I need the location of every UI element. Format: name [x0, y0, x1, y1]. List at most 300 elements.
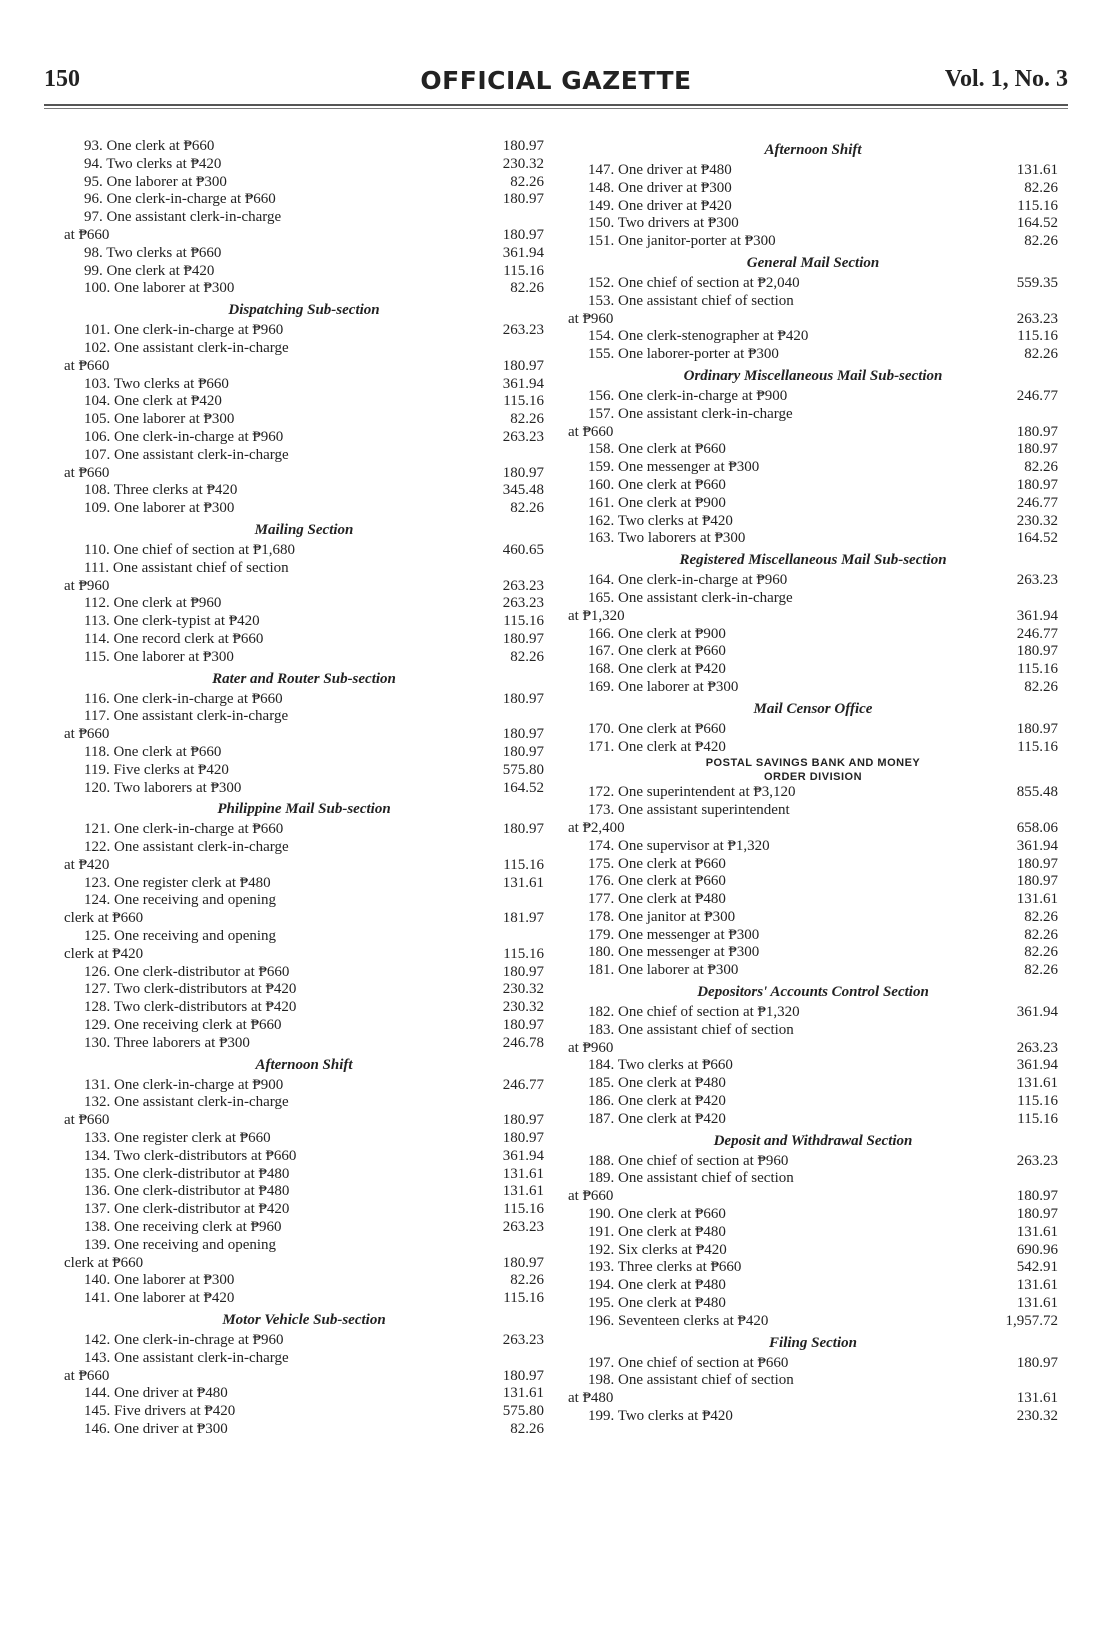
item-description: 107. One assistant clerk-in-charge [84, 446, 289, 463]
appropriation-item [64, 280, 544, 298]
item-description: 186. One clerk at ₱420 [588, 1093, 726, 1110]
item-amount: 263.23 [502, 322, 544, 339]
item-description: 194. One clerk at ₱480 [588, 1277, 726, 1294]
item-amount: 855.48 [1016, 784, 1058, 801]
item-description: 149. One driver at ₱420 [588, 197, 732, 214]
item-amount: 263.23 [1016, 1039, 1058, 1056]
item-description: 152. One chief of section at ₱2,040 [588, 274, 800, 291]
appropriation-item [568, 388, 1058, 406]
appropriation-item [568, 162, 1058, 180]
item-amount: 180.97 [1016, 441, 1058, 458]
item-description: at ₱660 [64, 464, 110, 481]
item-description: 94. Two clerks at ₱420 [84, 155, 222, 172]
item-amount: 246.78 [502, 1034, 544, 1051]
item-amount: 115.16 [1017, 661, 1058, 678]
appropriation-item-continuation [64, 1112, 544, 1130]
item-description: 195. One clerk at ₱480 [588, 1295, 726, 1312]
item-amount: 82.26 [1024, 459, 1058, 476]
item-amount: 131.61 [1016, 1295, 1058, 1312]
item-description: 120. Two laborers at ₱300 [84, 779, 242, 796]
appropriation-item [568, 459, 1058, 477]
item-amount: 575.80 [502, 1403, 544, 1420]
item-amount: 361.94 [1016, 1004, 1058, 1021]
item-amount: 361.94 [502, 375, 544, 392]
item-description: 127. Two clerk-distributors at ₱420 [84, 981, 297, 998]
item-amount: 180.97 [1016, 720, 1058, 737]
item-description: 151. One janitor-porter at ₱300 [588, 233, 776, 250]
item-amount: 230.32 [502, 981, 544, 998]
item-description: 175. One clerk at ₱660 [588, 855, 726, 872]
item-amount: 575.80 [502, 761, 544, 778]
appropriation-item [568, 909, 1058, 927]
appropriation-item [64, 999, 544, 1017]
item-description: 141. One laborer at ₱420 [84, 1290, 235, 1307]
appropriation-item [64, 411, 544, 429]
appropriation-item [568, 1372, 1058, 1390]
item-amount: 115.16 [503, 1201, 544, 1218]
appropriation-item [64, 1183, 544, 1201]
item-amount: 263.23 [502, 1219, 544, 1236]
appropriation-item-continuation [64, 946, 544, 964]
item-description: 115. One laborer at ₱300 [84, 648, 234, 665]
appropriation-item [568, 784, 1058, 802]
item-amount: 180.97 [502, 743, 544, 760]
item-amount: 82.26 [1024, 346, 1058, 363]
item-amount: 263.23 [502, 428, 544, 445]
item-description: 173. One assistant superintendent [588, 802, 790, 819]
item-description: 135. One clerk-distributor at ₱480 [84, 1165, 290, 1182]
item-description: at ₱660 [64, 726, 110, 743]
appropriation-item-continuation [64, 1368, 544, 1386]
item-amount: 180.97 [1016, 873, 1058, 890]
appropriation-item [64, 744, 544, 762]
appropriation-item-continuation [568, 424, 1058, 442]
item-description: 162. Two clerks at ₱420 [588, 512, 733, 529]
appropriation-item-continuation [64, 910, 544, 928]
item-description: 96. One clerk-in-charge at ₱660 [84, 191, 276, 208]
item-amount: 180.97 [502, 630, 544, 647]
appropriation-item [568, 1206, 1058, 1224]
appropriation-item [64, 1272, 544, 1290]
item-description: 184. Two clerks at ₱660 [588, 1057, 733, 1074]
item-description: 114. One record clerk at ₱660 [84, 630, 264, 647]
item-description: at ₱420 [64, 856, 110, 873]
item-description: 104. One clerk at ₱420 [84, 393, 222, 410]
item-description: 159. One messenger at ₱300 [588, 459, 760, 476]
section-heading: Ordinary Miscellaneous Mail Sub-section [683, 367, 943, 384]
appropriation-item [64, 376, 544, 394]
appropriation-item [64, 780, 544, 798]
appropriation-item [64, 1332, 544, 1350]
appropriation-item [64, 1130, 544, 1148]
appropriation-item [568, 590, 1058, 608]
appropriation-item [64, 1017, 544, 1035]
item-description: 122. One assistant clerk-in-charge [84, 839, 289, 856]
item-description: at ₱480 [568, 1390, 614, 1407]
item-description: 148. One driver at ₱300 [588, 179, 732, 196]
item-amount: 115.16 [1017, 197, 1058, 214]
item-amount: 164.52 [1016, 215, 1058, 232]
item-description: at ₱660 [568, 423, 614, 440]
appropriation-item [568, 643, 1058, 661]
item-description: 199. Two clerks at ₱420 [588, 1408, 733, 1425]
appropriation-item-continuation [64, 578, 544, 596]
item-amount: 1,957.72 [1005, 1312, 1058, 1329]
item-description: 181. One laborer at ₱300 [588, 962, 739, 979]
appropriation-item [64, 708, 544, 726]
item-description: at ₱960 [568, 310, 614, 327]
item-description: 156. One clerk-in-charge at ₱900 [588, 387, 788, 404]
appropriation-item-continuation [64, 726, 544, 744]
item-description: at ₱2,400 [568, 819, 625, 836]
item-amount: 115.16 [503, 1290, 544, 1307]
appropriation-item [64, 138, 544, 156]
item-amount: 180.97 [502, 726, 544, 743]
item-description: 163. Two laborers at ₱300 [588, 530, 746, 547]
item-amount: 131.61 [502, 1165, 544, 1182]
item-description: 137. One clerk-distributor at ₱420 [84, 1201, 290, 1218]
item-amount: 180.97 [1016, 643, 1058, 660]
item-description: 106. One clerk-in-charge at ₱960 [84, 428, 284, 445]
appropriation-item [64, 839, 544, 857]
item-description: 108. Three clerks at ₱420 [84, 482, 238, 499]
appropriation-item-continuation [568, 1040, 1058, 1058]
item-amount: 542.91 [1016, 1259, 1058, 1276]
item-amount: 361.94 [1016, 607, 1058, 624]
item-description: 196. Seventeen clerks at ₱420 [588, 1312, 769, 1329]
appropriation-item [64, 393, 544, 411]
item-description: 133. One register clerk at ₱660 [84, 1130, 271, 1147]
item-description: 118. One clerk at ₱660 [84, 743, 222, 760]
item-amount: 345.48 [502, 482, 544, 499]
appropriation-item-continuation [64, 227, 544, 245]
item-description: 171. One clerk at ₱420 [588, 738, 726, 755]
section-heading: Filing Section [769, 1334, 857, 1351]
appropriation-item [568, 1057, 1058, 1075]
item-description: 134. Two clerk-distributors at ₱660 [84, 1147, 297, 1164]
item-amount: 131.61 [502, 1385, 544, 1402]
appropriation-item [64, 762, 544, 780]
appropriation-item [568, 198, 1058, 216]
item-description: 161. One clerk at ₱900 [588, 494, 726, 511]
appropriation-item [64, 560, 544, 578]
appropriation-item [568, 873, 1058, 891]
section-heading: Mailing Section [254, 521, 354, 538]
appropriation-item [568, 513, 1058, 531]
section-heading: Afternoon Shift [255, 1056, 353, 1073]
item-description: 168. One clerk at ₱420 [588, 661, 726, 678]
item-amount: 82.26 [510, 173, 544, 190]
item-description: 101. One clerk-in-charge at ₱960 [84, 322, 284, 339]
item-description: 129. One receiving clerk at ₱660 [84, 1017, 282, 1034]
appropriation-item [64, 340, 544, 358]
appropriation-item [64, 821, 544, 839]
item-description: 142. One clerk-in-chrage at ₱960 [84, 1332, 284, 1349]
item-amount: 690.96 [1016, 1241, 1058, 1258]
appropriation-item [568, 802, 1058, 820]
appropriation-item [568, 1242, 1058, 1260]
item-description: 144. One driver at ₱480 [84, 1385, 228, 1402]
item-amount: 180.97 [502, 357, 544, 374]
item-description: 178. One janitor at ₱300 [588, 908, 736, 925]
item-description: 119. Five clerks at ₱420 [84, 761, 229, 778]
appropriation-item [568, 661, 1058, 679]
appropriation-item [64, 981, 544, 999]
appropriation-item [568, 477, 1058, 495]
section-heading: Depositors' Accounts Control Section [697, 984, 929, 1001]
item-description: 140. One laborer at ₱300 [84, 1272, 235, 1289]
item-amount: 82.26 [1024, 233, 1058, 250]
item-amount: 180.97 [502, 226, 544, 243]
item-amount: 82.26 [510, 648, 544, 665]
item-description: 177. One clerk at ₱480 [588, 891, 726, 908]
item-description: 155. One laborer-porter at ₱300 [588, 346, 779, 363]
appropriation-item [64, 613, 544, 631]
appropriation-item-continuation [64, 857, 544, 875]
appropriation-item [568, 275, 1058, 293]
section-heading: Philippine Mail Sub-section [217, 801, 391, 818]
item-amount: 131.61 [1016, 1075, 1058, 1092]
appropriation-item [568, 180, 1058, 198]
appropriation-item [64, 500, 544, 518]
item-description: 166. One clerk at ₱900 [588, 625, 726, 642]
appropriation-item [64, 1350, 544, 1368]
item-description: 98. Two clerks at ₱660 [84, 244, 222, 261]
appropriation-item [64, 964, 544, 982]
item-description: 145. Five drivers at ₱420 [84, 1403, 236, 1420]
item-amount: 82.26 [1024, 908, 1058, 925]
item-description: 125. One receiving and opening [84, 928, 277, 945]
item-description: 170. One clerk at ₱660 [588, 720, 726, 737]
item-amount: 361.94 [1016, 1057, 1058, 1074]
appropriation-item [64, 595, 544, 613]
item-amount: 246.77 [1016, 387, 1058, 404]
appropriation-item [568, 1313, 1058, 1331]
item-amount: 131.61 [1016, 891, 1058, 908]
header-rule [44, 104, 1068, 106]
item-amount: 180.97 [502, 464, 544, 481]
section-heading: General Mail Section [746, 254, 880, 271]
item-description: 187. One clerk at ₱420 [588, 1110, 726, 1127]
appropriation-item [64, 174, 544, 192]
item-amount: 115.16 [1017, 328, 1058, 345]
appropriation-item [64, 1166, 544, 1184]
item-amount: 164.52 [1016, 530, 1058, 547]
section-heading: Mail Censor Office [753, 700, 873, 717]
item-description: 167. One clerk at ₱660 [588, 643, 726, 660]
item-description: 128. Two clerk-distributors at ₱420 [84, 999, 297, 1016]
item-amount: 180.97 [502, 191, 544, 208]
appropriation-item-continuation [568, 311, 1058, 329]
item-amount: 263.23 [1016, 310, 1058, 327]
item-amount: 180.97 [502, 1017, 544, 1034]
page-number: 150 [44, 66, 80, 92]
item-description: 191. One clerk at ₱480 [588, 1223, 726, 1240]
appropriation-item [568, 891, 1058, 909]
appropriation-item-continuation [64, 358, 544, 376]
appropriation-item [568, 721, 1058, 739]
appropriation-item [568, 495, 1058, 513]
item-description: clerk at ₱660 [64, 910, 144, 927]
item-amount: 263.23 [1016, 1152, 1058, 1169]
item-amount: 131.61 [502, 874, 544, 891]
appropriation-item [64, 245, 544, 263]
appropriation-item [568, 346, 1058, 364]
appropriation-item-continuation [568, 1390, 1058, 1408]
item-amount: 230.32 [1016, 512, 1058, 529]
item-description: 123. One register clerk at ₱480 [84, 874, 271, 891]
appropriation-item [568, 215, 1058, 233]
appropriation-item [568, 927, 1058, 945]
item-description: 176. One clerk at ₱660 [588, 873, 726, 890]
item-amount: 131.61 [1016, 1223, 1058, 1240]
appropriation-item [64, 649, 544, 667]
item-description: 111. One assistant chief of section [84, 559, 289, 576]
item-description: 143. One assistant clerk-in-charge [84, 1349, 289, 1366]
appropriation-item [64, 209, 544, 227]
item-description: 146. One driver at ₱300 [84, 1421, 228, 1437]
item-description: 174. One supervisor at ₱1,320 [588, 837, 770, 854]
appropriation-item [568, 739, 1058, 757]
item-amount: 246.77 [502, 1076, 544, 1093]
item-description: 116. One clerk-in-charge at ₱660 [84, 690, 283, 707]
item-description: 124. One receiving and opening [84, 892, 277, 909]
item-description: 157. One assistant clerk-in-charge [588, 405, 793, 422]
appropriation-item [568, 293, 1058, 311]
item-amount: 361.94 [502, 244, 544, 261]
appropriation-item [64, 542, 544, 560]
item-amount: 115.16 [503, 262, 544, 279]
item-amount: 180.97 [1016, 855, 1058, 872]
item-amount: 180.97 [502, 1254, 544, 1271]
item-amount: 263.23 [1016, 572, 1058, 589]
item-description: at ₱660 [64, 226, 110, 243]
appropriation-item [568, 441, 1058, 459]
appropriation-item [64, 1219, 544, 1237]
appropriation-item [568, 1075, 1058, 1093]
item-amount: 82.26 [1024, 179, 1058, 196]
appropriation-item [64, 1077, 544, 1095]
item-amount: 230.32 [1016, 1408, 1058, 1425]
item-description: 113. One clerk-typist at ₱420 [84, 613, 260, 630]
item-description: 198. One assistant chief of section [588, 1372, 794, 1389]
item-description: 189. One assistant chief of section [588, 1170, 794, 1187]
header-rule-thin [44, 108, 1068, 109]
item-description: 121. One clerk-in-charge at ₱660 [84, 821, 284, 838]
item-description: 117. One assistant clerk-in-charge [84, 708, 289, 725]
item-amount: 131.61 [1016, 1277, 1058, 1294]
appropriation-item [64, 875, 544, 893]
appropriation-item [568, 1277, 1058, 1295]
item-amount: 115.16 [503, 393, 544, 410]
appropriation-item [64, 1094, 544, 1112]
item-description: 95. One laborer at ₱300 [84, 173, 227, 190]
appropriation-item [568, 1004, 1058, 1022]
item-description: 179. One messenger at ₱300 [588, 926, 760, 943]
item-amount: 82.26 [510, 500, 544, 517]
item-description: at ₱660 [64, 1112, 110, 1129]
item-amount: 180.97 [1016, 1354, 1058, 1371]
section-heading: Afternoon Shift [764, 142, 862, 158]
item-amount: 230.32 [502, 155, 544, 172]
appropriation-item [568, 1022, 1058, 1040]
appropriation-item [568, 406, 1058, 424]
item-description: 93. One clerk at ₱660 [84, 138, 215, 154]
item-description: 130. Three laborers at ₱300 [84, 1034, 250, 1051]
item-amount: 263.23 [502, 595, 544, 612]
appropriation-item [568, 1295, 1058, 1313]
item-amount: 180.97 [502, 821, 544, 838]
item-description: 110. One chief of section at ₱1,680 [84, 541, 296, 558]
section-heading: Motor Vehicle Sub-section [222, 1312, 386, 1329]
appropriation-item [568, 679, 1058, 697]
item-description: 139. One receiving and opening [84, 1236, 277, 1253]
item-description: 183. One assistant chief of section [588, 1021, 794, 1038]
item-description: 169. One laborer at ₱300 [588, 678, 739, 695]
page-header [44, 66, 1068, 102]
item-description: 165. One assistant clerk-in-charge [588, 589, 793, 606]
item-amount: 180.97 [502, 1367, 544, 1384]
item-description: 132. One assistant clerk-in-charge [84, 1094, 289, 1111]
appropriation-item [64, 447, 544, 465]
item-description: at ₱660 [568, 1188, 614, 1205]
appropriation-item [568, 838, 1058, 856]
section-heading: Deposit and Withdrawal Section [713, 1132, 913, 1149]
item-amount: 180.97 [1016, 476, 1058, 493]
item-amount: 263.23 [502, 577, 544, 594]
appropriation-item [568, 856, 1058, 874]
item-description: 109. One laborer at ₱300 [84, 500, 235, 517]
item-description: 190. One clerk at ₱660 [588, 1206, 726, 1223]
item-description: 192. Six clerks at ₱420 [588, 1241, 727, 1258]
item-description: 100. One laborer at ₱300 [84, 280, 235, 297]
page-title: OFFICIAL GAZETTE [420, 66, 692, 95]
item-description: 180. One messenger at ₱300 [588, 944, 760, 961]
item-amount: 131.61 [1016, 1390, 1058, 1407]
item-description: at ₱660 [64, 1367, 110, 1384]
item-amount: 246.77 [1016, 494, 1058, 511]
item-description: 158. One clerk at ₱660 [588, 441, 726, 458]
item-amount: 658.06 [1016, 819, 1058, 836]
item-amount: 180.97 [1016, 1206, 1058, 1223]
appropriation-item [64, 322, 544, 340]
item-description: clerk at ₱420 [64, 945, 144, 962]
right-column [568, 138, 1058, 1426]
appropriation-item [568, 1093, 1058, 1111]
appropriation-item [64, 1421, 544, 1439]
item-amount: 180.97 [502, 963, 544, 980]
item-amount: 180.97 [1016, 1188, 1058, 1205]
item-description: 102. One assistant clerk-in-charge [84, 339, 289, 356]
appropriation-item [568, 944, 1058, 962]
item-amount: 82.26 [1024, 944, 1058, 961]
appropriation-item-continuation [568, 1188, 1058, 1206]
section-heading: Registered Miscellaneous Mail Sub-section [679, 552, 947, 569]
item-description: 105. One laborer at ₱300 [84, 411, 235, 428]
appropriation-item [64, 482, 544, 500]
item-amount: 82.26 [510, 411, 544, 428]
item-amount: 460.65 [502, 541, 544, 558]
item-amount: 82.26 [1024, 962, 1058, 979]
appropriation-item [568, 233, 1058, 251]
item-description: 193. Three clerks at ₱660 [588, 1259, 742, 1276]
appropriation-item [64, 631, 544, 649]
appropriation-item-continuation [568, 820, 1058, 838]
volume-number: Vol. 1, No. 3 [944, 66, 1068, 92]
item-amount: 82.26 [510, 1421, 544, 1437]
appropriation-item [64, 156, 544, 174]
item-amount: 115.16 [503, 613, 544, 630]
